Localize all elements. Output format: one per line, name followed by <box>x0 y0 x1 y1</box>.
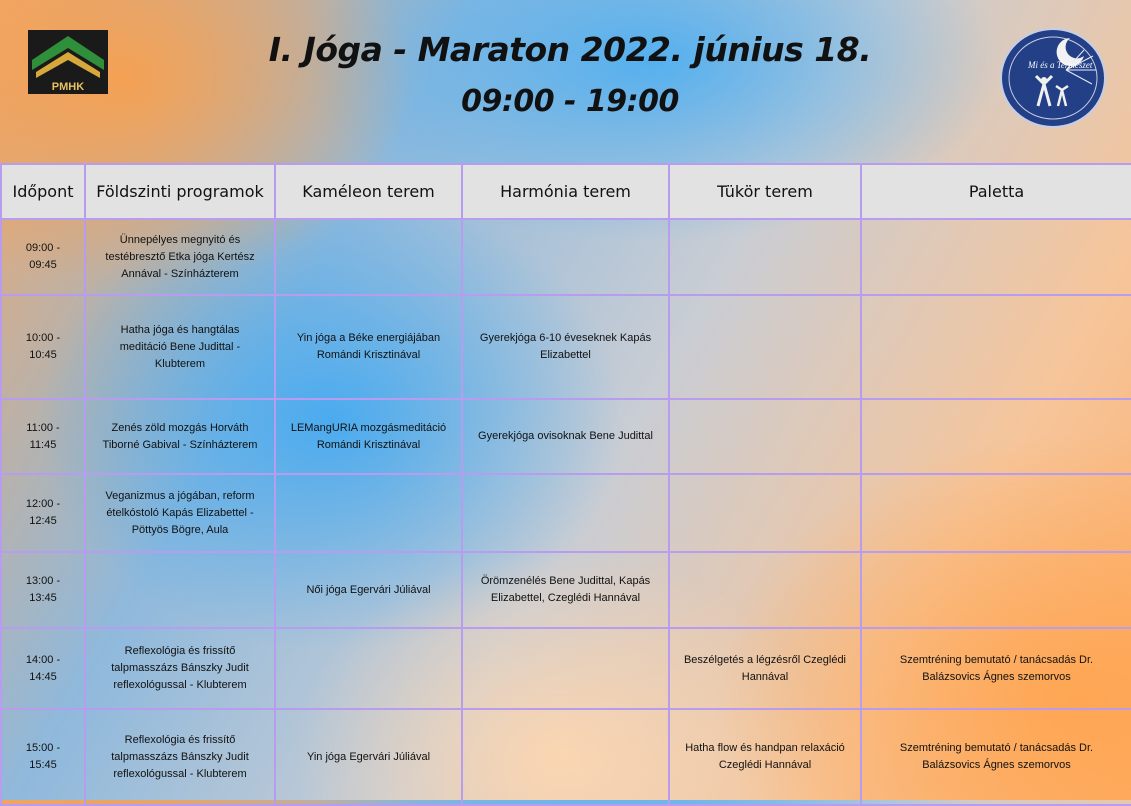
time-cell: 09:00 - 09:45 <box>1 219 85 295</box>
column-header-harmonia: Harmónia terem <box>462 164 669 219</box>
time-cell: 13:00 - 13:45 <box>1 552 85 628</box>
program-cell: Ünnepélyes megnyitó és testébresztő Etka jóga Kertész Annával - Színházterem <box>85 219 275 295</box>
program-cell: Szemtréning bemutató / tanácsadás Dr. Balázsovics Ágnes szemorvos <box>861 628 1131 709</box>
time-cell: 14:00 - 14:45 <box>1 628 85 709</box>
program-cell: Reflexológia és frissítő talpmasszázs Bánszky Judit reflexológussal - Klubterem <box>85 628 275 709</box>
program-cell <box>669 219 861 295</box>
column-header-kameleon: Kaméleon terem <box>275 164 462 219</box>
program-cell: Beszélgetés a légzésről Czeglédi Hannával <box>669 628 861 709</box>
program-cell <box>275 628 462 709</box>
mi-es-a-termeszet-logo <box>998 26 1108 130</box>
program-cell: Zenés zöld mozgás Horváth Tiborné Gabival - Színházterem <box>85 399 275 474</box>
schedule-table <box>0 163 1131 806</box>
column-header-ground-floor: Földszinti programok <box>85 164 275 219</box>
time-cell: 10:00 - 10:45 <box>1 295 85 399</box>
table-row <box>1 219 1131 295</box>
page-title: I. Jóga - Maraton 2022. június 18. <box>268 30 872 69</box>
table-row <box>1 552 1131 628</box>
program-cell <box>669 399 861 474</box>
program-cell <box>275 219 462 295</box>
time-cell: 11:00 - 11:45 <box>1 399 85 474</box>
program-cell <box>669 474 861 552</box>
program-cell <box>669 552 861 628</box>
column-header-tukor: Tükör terem <box>669 164 861 219</box>
header-row <box>1 164 1131 219</box>
table-row <box>1 709 1131 805</box>
program-cell <box>669 295 861 399</box>
header <box>0 0 1131 160</box>
program-cell: Gyerekjóga ovisoknak Bene Judittal <box>462 399 669 474</box>
program-cell <box>85 552 275 628</box>
program-cell <box>861 295 1131 399</box>
program-cell: Gyerekjóga 6-10 éveseknek Kapás Elizabettel <box>462 295 669 399</box>
logo-right-text: Mi és a Természet <box>1028 60 1093 70</box>
pmhk-logo <box>28 30 108 94</box>
program-cell <box>462 474 669 552</box>
program-cell <box>462 709 669 805</box>
program-cell: LEMangURIA mozgásmeditáció Romándi Krisztinával <box>275 399 462 474</box>
column-header-paletta: Paletta <box>861 164 1131 219</box>
program-cell: Hatha flow és handpan relaxáció Czeglédi Hannával <box>669 709 861 805</box>
program-cell: Szemtréning bemutató / tanácsadás Dr. Balázsovics Ágnes szemorvos <box>861 709 1131 805</box>
table-row <box>1 295 1131 399</box>
program-cell: Veganizmus a jógában, reform ételkóstoló Kapás Elizabettel - Pöttyös Bögre, Aula <box>85 474 275 552</box>
program-cell <box>861 399 1131 474</box>
table-row <box>1 399 1131 474</box>
page-subtitle-time: 09:00 - 19:00 <box>461 84 679 119</box>
time-cell: 12:00 - 12:45 <box>1 474 85 552</box>
program-cell <box>861 552 1131 628</box>
logo-left-text: PMHK <box>51 81 85 93</box>
table-row <box>1 628 1131 709</box>
program-cell: Hatha jóga és hangtálas meditáció Bene Judittal - Klubterem <box>85 295 275 399</box>
program-cell: Női jóga Egervári Júliával <box>275 552 462 628</box>
program-cell <box>275 474 462 552</box>
program-cell <box>861 219 1131 295</box>
column-header-time: Időpont <box>1 164 85 219</box>
time-cell: 15:00 - 15:45 <box>1 709 85 805</box>
program-cell <box>861 474 1131 552</box>
program-cell <box>462 628 669 709</box>
program-cell: Örömzenélés Bene Judittal, Kapás Elizabettel, Czeglédi Hannával <box>462 552 669 628</box>
program-cell <box>462 219 669 295</box>
program-cell: Yin jóga Egervári Júliával <box>275 709 462 805</box>
program-cell: Reflexológia és frissítő talpmasszázs Bánszky Judit reflexológussal - Klubterem <box>85 709 275 805</box>
program-cell: Yin jóga a Béke energiájában Romándi Krisztinával <box>275 295 462 399</box>
table-row <box>1 474 1131 552</box>
